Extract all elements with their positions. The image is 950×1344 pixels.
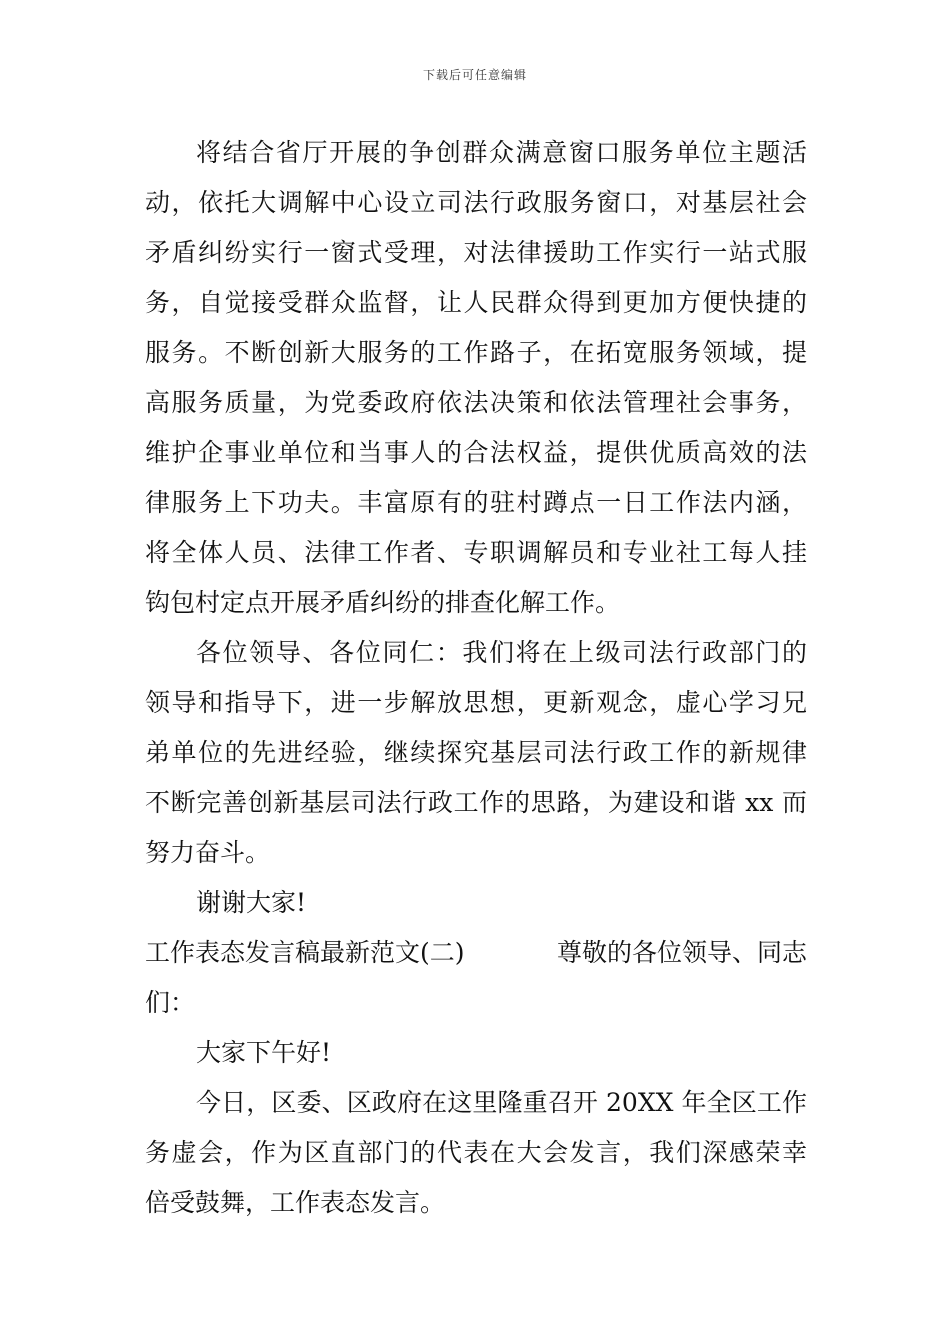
text-line: 将结合省厅开展的争创群众满意窗口服务单位主题活 [196, 138, 807, 167]
text-line: 各位领导、各位同仁：我们将在上级司法行政部门的 [196, 638, 807, 667]
text-line: 务，自觉接受群众监督，让人民群众得到更加方便快捷的 [145, 288, 807, 317]
text-line: 弟单位的先进经验，继续探究基层司法行政工作的新规律 [145, 738, 807, 767]
section-title: 工作表态发言稿最新范文(二) [145, 938, 465, 967]
salutation-end: 们： [145, 988, 196, 1017]
document-body [145, 128, 807, 1228]
paragraph-greeting [145, 1028, 807, 1078]
paragraph-thanks [145, 878, 807, 928]
text-line: 高服务质量，为党委政府依法决策和依法管理社会事务， [145, 388, 807, 417]
text-line: 倍受鼓舞，工作表态发言。 [145, 1188, 446, 1217]
text-line: 动，依托大调解中心设立司法行政服务窗口，对基层社会 [145, 188, 807, 217]
section-heading [145, 928, 807, 1028]
text-line: 将全体人员、法律工作者、专职调解员和专业社工每人挂 [145, 538, 807, 567]
page-header-note: 下载后可任意编辑 [422, 68, 527, 82]
text-line: 律服务上下功夫。丰富原有的驻村蹲点一日工作法内涵， [145, 488, 807, 517]
text-line: 不断完善创新基层司法行政工作的思路，为建设和谐 xx 而 [145, 788, 807, 817]
text-line: 谢谢大家! [196, 888, 307, 917]
paragraph-opening [145, 1078, 807, 1228]
text-line: 领导和指导下，进一步解放思想，更新观念，虚心学习兄 [145, 688, 807, 717]
text-line: 服务。不断创新大服务的工作路子，在拓宽服务领域，提 [145, 338, 807, 367]
salutation-start: 尊敬的各位领导、同志 [556, 938, 807, 967]
text-line: 钩包村定点开展矛盾纠纷的排查化解工作。 [145, 588, 621, 617]
text-line: 努力奋斗。 [145, 838, 271, 867]
paragraph-window-service [145, 128, 807, 628]
text-line: 今日，区委、区政府在这里隆重召开 20XX 年全区工作 [196, 1088, 807, 1117]
text-line: 务虚会，作为区直部门的代表在大会发言，我们深感荣幸 [145, 1138, 807, 1167]
heading-line [145, 928, 807, 978]
paragraph-closing-pledge [145, 628, 807, 878]
text-line: 矛盾纠纷实行一窗式受理，对法律援助工作实行一站式服 [145, 238, 807, 267]
text-line: 维护企事业单位和当事人的合法权益，提供优质高效的法 [145, 438, 807, 467]
text-line: 大家下午好! [196, 1038, 332, 1067]
